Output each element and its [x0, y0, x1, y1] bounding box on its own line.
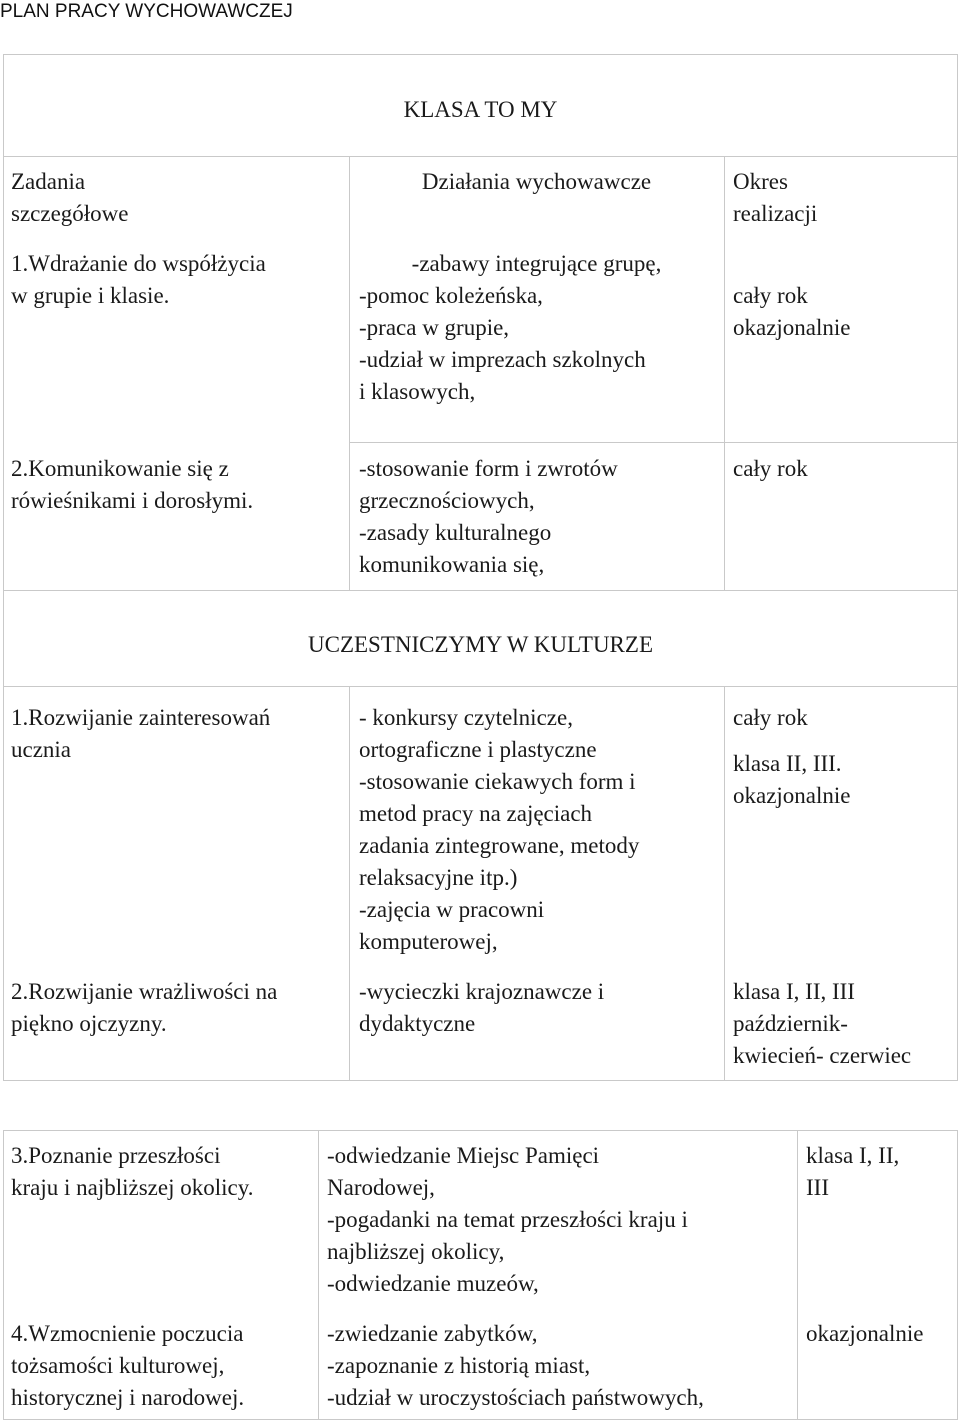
section-title-klasa-to-my: [3, 94, 958, 126]
task-text: ucznia: [11, 737, 72, 762]
column-divider: [349, 156, 350, 590]
header-text: realizacji: [733, 201, 818, 226]
task-text: historycznej i narodowej.: [11, 1385, 245, 1410]
task-text: 1.Wdrażanie do współżycia: [11, 251, 266, 276]
action-text: -zajęcia w pracowni: [359, 897, 545, 922]
task-text: 1.Rozwijanie zainteresowań: [11, 705, 271, 730]
task-text: kraju i najbliższej okolicy.: [11, 1175, 254, 1200]
actions-cell: [327, 1318, 704, 1414]
header-text: Działania wychowawcze: [421, 169, 652, 194]
section-title-uczestniczymy: [3, 629, 958, 661]
action-text: -zwiedzanie zabytków,: [327, 1321, 538, 1346]
actions-cell: [359, 280, 646, 408]
task-text: tożsamości kulturowej,: [11, 1353, 225, 1378]
task-text: 2.Komunikowanie się z: [11, 456, 229, 481]
header-actions: [349, 166, 724, 198]
action-text: -pogadanki na temat przeszłości kraju i: [327, 1207, 688, 1232]
action-text: -pomoc koleżeńska,: [359, 283, 543, 308]
header-text: szczegółowe: [11, 201, 129, 226]
column-divider: [318, 1130, 319, 1420]
action-text: -praca w grupie,: [359, 315, 510, 340]
column-divider: [724, 156, 725, 590]
task-text: 4.Wzmocnienie poczucia: [11, 1321, 244, 1346]
column-divider: [724, 686, 725, 1081]
action-text: metod pracy na zajęciach: [359, 801, 593, 826]
action-text: komunikowania się,: [359, 552, 545, 577]
period-text: okazjonalnie: [733, 315, 851, 340]
period-text: klasa I, II,: [806, 1143, 900, 1168]
header-tasks: [11, 166, 129, 230]
action-text: najbliższej okolicy,: [327, 1239, 505, 1264]
action-text: ortograficzne i plastyczne: [359, 737, 597, 762]
column-divider: [797, 1130, 798, 1420]
task-cell: [11, 976, 277, 1040]
period-text: okazjonalnie: [806, 1321, 924, 1346]
period-cell: [733, 976, 911, 1072]
action-text: -udział w uroczystościach państwowych,: [327, 1385, 704, 1410]
period-text: cały rok: [733, 456, 808, 481]
action-text: zadania zintegrowane, metody: [359, 833, 640, 858]
row-divider: [3, 686, 958, 687]
action-text: -stosowanie ciekawych form i: [359, 769, 636, 794]
action-text: Narodowej,: [327, 1175, 435, 1200]
period-text: okazjonalnie: [733, 783, 851, 808]
action-text: dydaktyczne: [359, 1011, 476, 1036]
period-cell: [806, 1318, 924, 1350]
action-text: grzecznościowych,: [359, 488, 535, 513]
task-text: piękno ojczyzny.: [11, 1011, 167, 1036]
task-text: rówieśnikami i dorosłymi.: [11, 488, 254, 513]
header-text: Zadania: [11, 169, 86, 194]
task-cell: [11, 248, 266, 312]
period-cell: [806, 1140, 899, 1204]
section-title-text: KLASA TO MY: [403, 97, 558, 122]
header-text: Okres: [733, 169, 788, 194]
row-divider: [3, 156, 958, 157]
period-cell: [733, 453, 808, 485]
action-text: -zasady kulturalnego: [359, 520, 552, 545]
action-text: -odwiedzanie Miejsc Pamięci: [327, 1143, 600, 1168]
row-divider: [3, 590, 958, 591]
period-cell: [733, 702, 851, 812]
period-text: III: [806, 1175, 829, 1200]
action-text: -odwiedzanie muzeów,: [327, 1271, 539, 1296]
period-text: klasa II, III.: [733, 751, 842, 776]
action-text: relaksacyjne itp.): [359, 865, 518, 890]
action-text: -wycieczki krajoznawcze i: [359, 979, 605, 1004]
period-text: październik-: [733, 1011, 848, 1036]
task-cell: [11, 702, 270, 766]
task-text: 3.Poznanie przeszłości: [11, 1143, 221, 1168]
action-text: -zabawy integrujące grupę,: [411, 251, 662, 276]
row-divider: [349, 442, 958, 443]
action-text: -udział w imprezach szkolnych: [359, 347, 646, 372]
document-title: PLAN PRACY WYCHOWAWCZEJ: [0, 1, 293, 22]
period-cell: [733, 280, 851, 344]
period-text: kwiecień- czerwiec: [733, 1043, 912, 1068]
actions-cell: [349, 248, 724, 280]
actions-cell: [359, 453, 618, 581]
period-text: cały rok: [733, 705, 808, 730]
period-text: cały rok: [733, 283, 808, 308]
header-period: [733, 166, 817, 230]
task-cell: [11, 1140, 254, 1204]
task-text: w grupie i klasie.: [11, 283, 170, 308]
section-title-text: UCZESTNICZYMY W KULTURZE: [308, 632, 653, 657]
task-cell: [11, 453, 253, 517]
actions-cell: [327, 1140, 688, 1300]
action-text: -stosowanie form i zwrotów: [359, 456, 618, 481]
task-cell: [11, 1318, 244, 1414]
period-text: klasa I, II, III: [733, 979, 855, 1004]
actions-cell: [359, 976, 604, 1040]
actions-cell: [359, 702, 639, 958]
column-divider: [349, 686, 350, 1081]
action-text: -zapoznanie z historią miast,: [327, 1353, 591, 1378]
action-text: i klasowych,: [359, 379, 476, 404]
action-text: komputerowej,: [359, 929, 498, 954]
task-text: 2.Rozwijanie wrażliwości na: [11, 979, 278, 1004]
action-text: - konkursy czytelnicze,: [359, 705, 573, 730]
